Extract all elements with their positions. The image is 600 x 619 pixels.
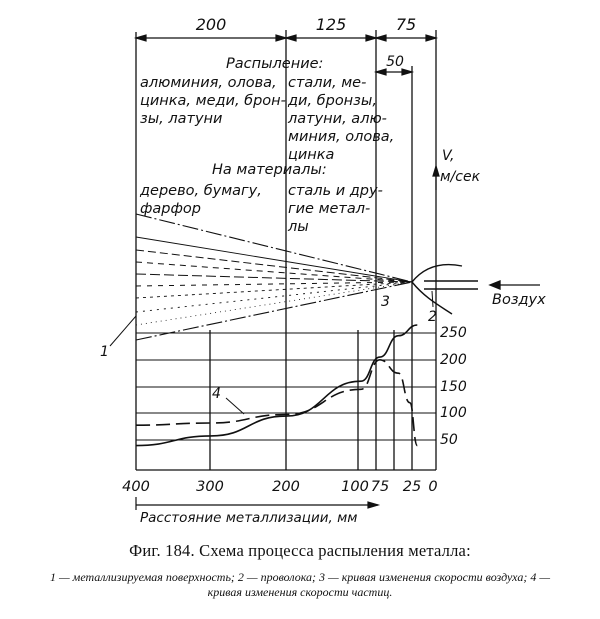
air-arrow <box>490 281 540 289</box>
figure-caption-title: Фиг. 184. Схема процесса распыления металла: <box>129 541 471 560</box>
x-tick-300: 300 <box>196 479 224 495</box>
v-tick-50: 50 <box>440 432 458 448</box>
dim-200: 200 <box>195 15 227 34</box>
group-right-line-1: стали, ме- <box>288 75 367 91</box>
dim-50: 50 <box>386 54 404 70</box>
group-left-line-2: цинка, меди, брон- <box>140 93 286 109</box>
figure-caption-legend: 1 — металлизируемая поверхность; 2 — проволока; 3 — кривая изменения скорости воздуха; 4 — кривая изменения скорости частиц. <box>50 570 550 599</box>
v-axis-label-unit: м/сек <box>440 169 481 185</box>
bottom-dimension-line <box>136 497 378 510</box>
item-number-3: 3 <box>381 294 390 310</box>
particle-velocity-curve <box>136 360 417 446</box>
v-tick-150: 150 <box>440 379 467 395</box>
materials-right-line-3: лы <box>288 219 309 235</box>
group-right-line-5: цинка <box>288 147 335 163</box>
group-left-line-1: алюминия, олова, <box>140 75 277 91</box>
spray-nozzle <box>412 265 478 314</box>
spray-label: Распыление: <box>226 56 324 72</box>
x-tick-400: 400 <box>122 479 150 495</box>
v-tick-100: 100 <box>440 405 467 421</box>
item-number-1: 1 <box>100 344 109 360</box>
x-tick-25: 25 <box>402 479 422 495</box>
materials-left-line-1: дерево, бумагу, <box>140 183 262 199</box>
materials-label: На материалы: <box>212 162 327 178</box>
group-right-line-2: ди, бронзы, <box>288 93 377 109</box>
air-label: Воздух <box>492 292 546 308</box>
group-right-line-3: латуни, алю- <box>288 111 387 127</box>
x-axis-label: Расстояние металлизации, мм <box>140 510 358 526</box>
v-tick-200: 200 <box>440 352 467 368</box>
x-tick-0: 0 <box>428 479 438 495</box>
materials-right-line-1: сталь и дру- <box>288 183 383 199</box>
v-tick-250: 250 <box>440 325 467 341</box>
materials-right-line-2: гие метал- <box>288 201 371 217</box>
air-velocity-curve <box>136 325 417 446</box>
x-tick-75: 75 <box>370 479 390 495</box>
x-tick-100: 100 <box>341 479 369 495</box>
group-right-line-4: миния, олова, <box>288 129 395 145</box>
item-number-2: 2 <box>428 309 437 325</box>
dim-75: 75 <box>395 15 417 34</box>
v-axis-label-symbol: V, <box>442 148 455 164</box>
item-number-4: 4 <box>212 386 221 402</box>
group-left-line-3: зы, латуни <box>140 111 223 127</box>
dim-125: 125 <box>315 15 347 34</box>
materials-left-line-2: фарфор <box>140 201 201 217</box>
spray-cone <box>136 214 412 340</box>
x-tick-200: 200 <box>272 479 300 495</box>
v-axis-arrow <box>433 166 439 190</box>
